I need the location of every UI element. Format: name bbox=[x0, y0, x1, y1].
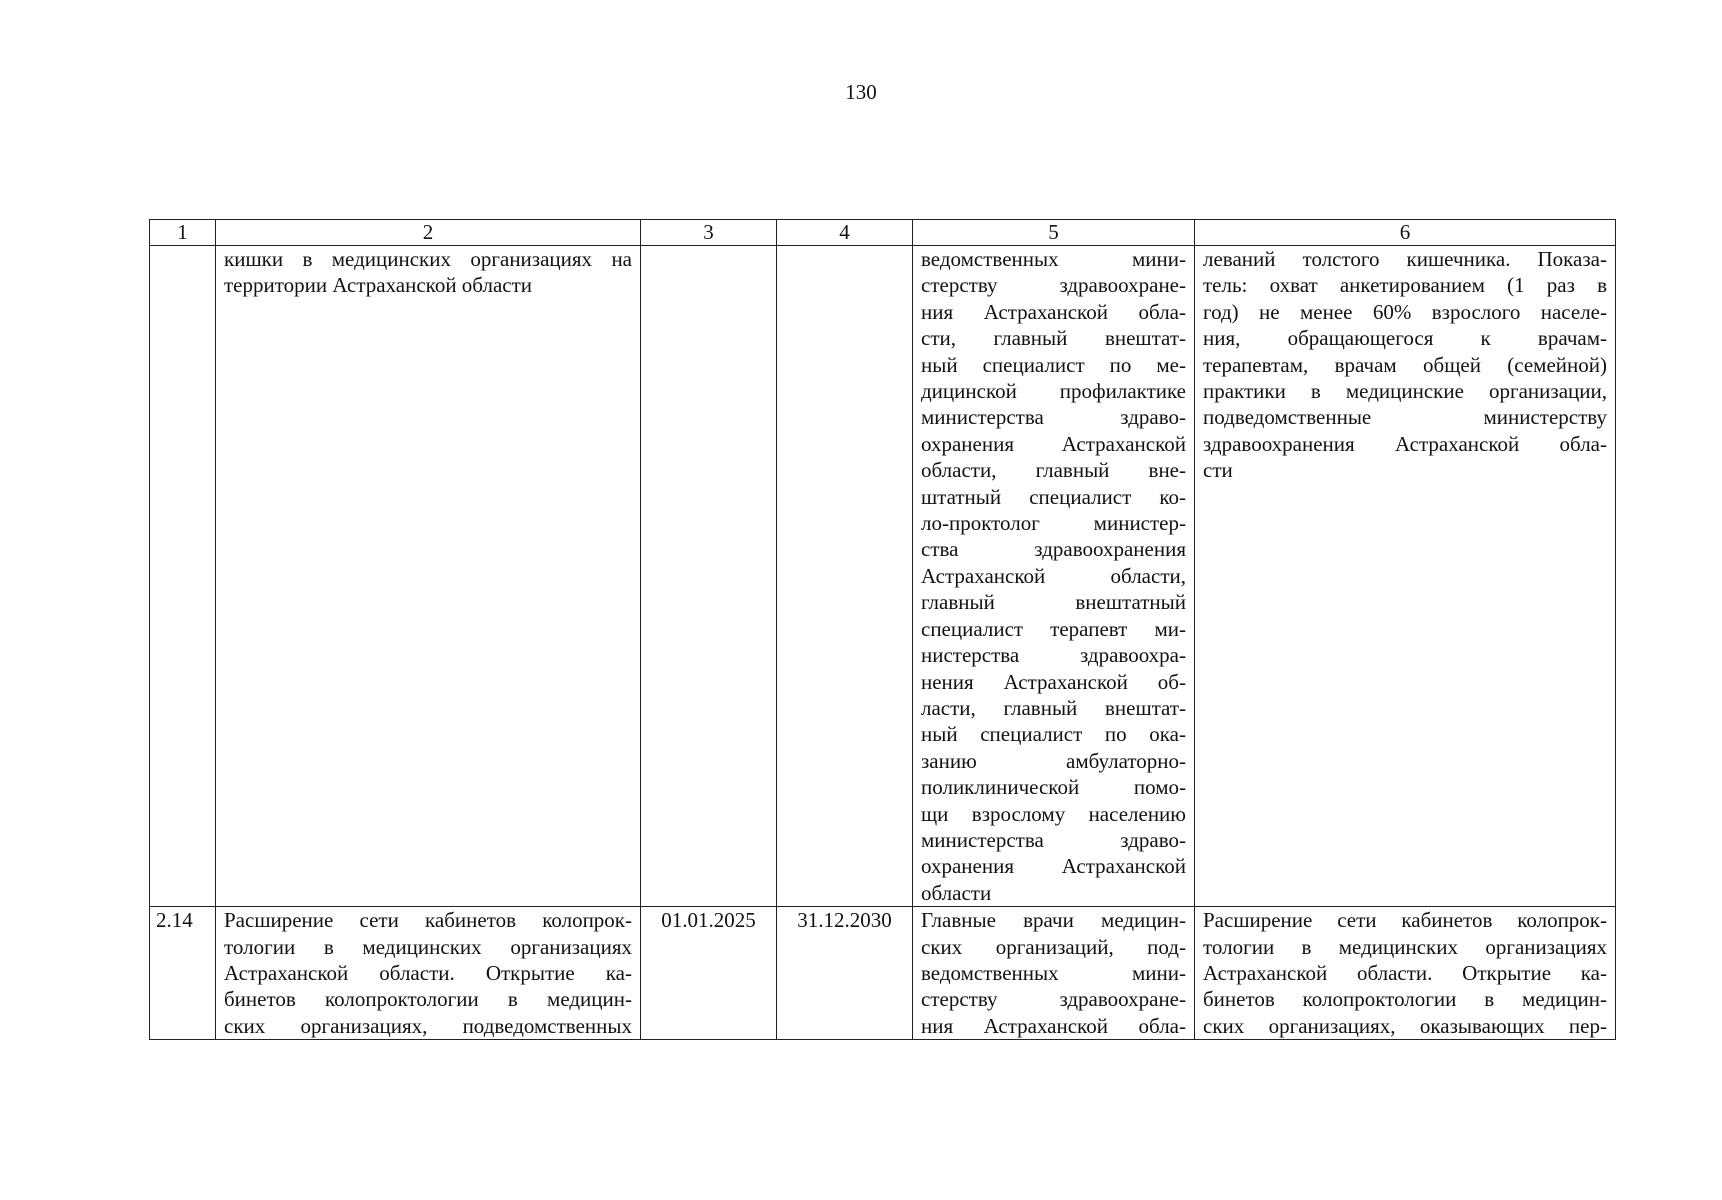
row1-responsible-line: министерства здраво- bbox=[921, 405, 1186, 430]
row1-end-date bbox=[777, 246, 913, 907]
row2-result-line: Расширение сети кабинетов колопрок- bbox=[1203, 908, 1607, 933]
row2-responsible-line: стерству здравоохране- bbox=[921, 987, 1186, 1012]
row2-result-line: тологии в медицинских организациях bbox=[1203, 934, 1607, 959]
row2-event-cell bbox=[216, 907, 641, 1040]
row1-responsible-line: занию амбулаторно- bbox=[921, 748, 1186, 773]
row1-responsible-line: ный специалист по ме- bbox=[921, 352, 1186, 377]
row1-responsible-line: ведомственных мини- bbox=[921, 247, 1186, 271]
row1-result-line: тель: охват анкетированием (1 раз в bbox=[1203, 273, 1607, 298]
row2-result-wrap bbox=[1203, 907, 1607, 1039]
header-cell-1: 1 bbox=[150, 220, 216, 246]
row1-responsible-line: ства здравоохранения bbox=[921, 537, 1186, 562]
row1-responsible-line: ло-проктолог министер- bbox=[921, 511, 1186, 536]
row1-responsible-line: ный специалист по ока- bbox=[921, 722, 1186, 747]
row1-responsible-line: ласти, главный внештат- bbox=[921, 695, 1186, 720]
row2-end-date: 31.12.2030 bbox=[777, 907, 913, 1040]
row2-number: 2.14 bbox=[150, 907, 216, 1040]
row1-start-date bbox=[641, 246, 777, 907]
row1-responsible-line: поликлинической помо- bbox=[921, 775, 1186, 800]
row1-responsible-line: Астраханской области, bbox=[921, 563, 1186, 588]
row1-responsible-line: сти, главный внештат- bbox=[921, 326, 1186, 351]
row1-responsible-line: щи взрослому населению bbox=[921, 801, 1186, 826]
row2-responsible-wrap bbox=[921, 907, 1186, 1039]
row2-event-line: бинетов колопроктологии в медицин- bbox=[224, 987, 632, 1012]
table-row bbox=[150, 907, 1616, 1040]
row1-result-line: практики в медицинские организации, bbox=[1203, 379, 1607, 404]
row2-responsible-line: ведомственных мини- bbox=[921, 960, 1186, 985]
row1-responsible-line: стерству здравоохране- bbox=[921, 273, 1186, 298]
row1-responsible-line: области, главный вне- bbox=[921, 458, 1186, 483]
header-cell-4: 4 bbox=[777, 220, 913, 246]
row1-responsible-line: специалист терапевт ми- bbox=[921, 616, 1186, 641]
row1-event-line: кишки в медицинских организациях на bbox=[224, 247, 632, 271]
row2-event-line: Расширение сети кабинетов колопрок- bbox=[224, 908, 632, 933]
row1-responsible-line: ния Астраханской обла- bbox=[921, 299, 1186, 324]
row2-responsible-line: Главные врачи медицин- bbox=[921, 908, 1186, 933]
plan-table bbox=[149, 219, 1616, 1040]
page-number: 130 bbox=[845, 80, 877, 104]
row1-result-cell bbox=[1195, 246, 1616, 907]
row2-event-line: тологии в медицинских организациях bbox=[224, 934, 632, 959]
row1-responsible-cell bbox=[913, 246, 1195, 907]
row2-result-line: Астраханской области. Открытие ка- bbox=[1203, 960, 1607, 985]
row2-start-date: 01.01.2025 bbox=[641, 907, 777, 1040]
table-row bbox=[150, 246, 1616, 907]
row1-responsible-line: охранения Астраханской bbox=[921, 854, 1186, 879]
row2-event-line: Астраханской области. Открытие ка- bbox=[224, 960, 632, 985]
row1-result-line: год) не менее 60% взрослого населе- bbox=[1203, 299, 1607, 324]
row1-result-line: подведомственные министерству bbox=[1203, 405, 1607, 430]
row1-responsible-line: главный внештатный bbox=[921, 590, 1186, 615]
row1-responsible-line: охранения Астраханской bbox=[921, 431, 1186, 456]
row1-responsible-line: нения Астраханской об- bbox=[921, 669, 1186, 694]
row1-event-cell bbox=[216, 246, 641, 907]
row1-responsible-line: нистерства здравоохра- bbox=[921, 643, 1186, 668]
row2-event-wrap bbox=[224, 907, 632, 1039]
row1-result-line: леваний толстого кишечника. Показа- bbox=[1203, 247, 1607, 271]
row1-responsible-line: штатный специалист ко- bbox=[921, 484, 1186, 509]
row1-event-line: территории Астраханской области bbox=[224, 273, 533, 298]
header-row bbox=[150, 220, 1616, 246]
header-cell-3: 3 bbox=[641, 220, 777, 246]
row1-result-line: ния, обращающегося к врачам- bbox=[1203, 326, 1607, 351]
row1-result-line: сти bbox=[1203, 458, 1233, 483]
row2-result-cell bbox=[1195, 907, 1616, 1040]
header-cell-5: 5 bbox=[913, 220, 1195, 246]
row1-result-line: терапевтам, врачам общей (семейной) bbox=[1203, 352, 1607, 377]
header-cell-2: 2 bbox=[216, 220, 641, 246]
row2-result-line: бинетов колопроктологии в медицин- bbox=[1203, 987, 1607, 1012]
row2-event-line: ских организациях, подведомственных bbox=[224, 1013, 632, 1038]
row1-responsible-line: дицинской профилактике bbox=[921, 379, 1186, 404]
row1-result-line: здравоохранения Астраханской обла- bbox=[1203, 431, 1607, 456]
row2-responsible-line: ских организаций, под- bbox=[921, 934, 1186, 959]
row1-responsible-line: области bbox=[921, 880, 992, 905]
row2-responsible-cell bbox=[913, 907, 1195, 1040]
row1-responsible-line: министерства здраво- bbox=[921, 827, 1186, 852]
row2-responsible-line: ния Астраханской обла- bbox=[921, 1013, 1186, 1038]
header-cell-6: 6 bbox=[1195, 220, 1616, 246]
row1-number bbox=[150, 246, 216, 907]
row2-result-line: ских организациях, оказывающих пер- bbox=[1203, 1013, 1607, 1038]
